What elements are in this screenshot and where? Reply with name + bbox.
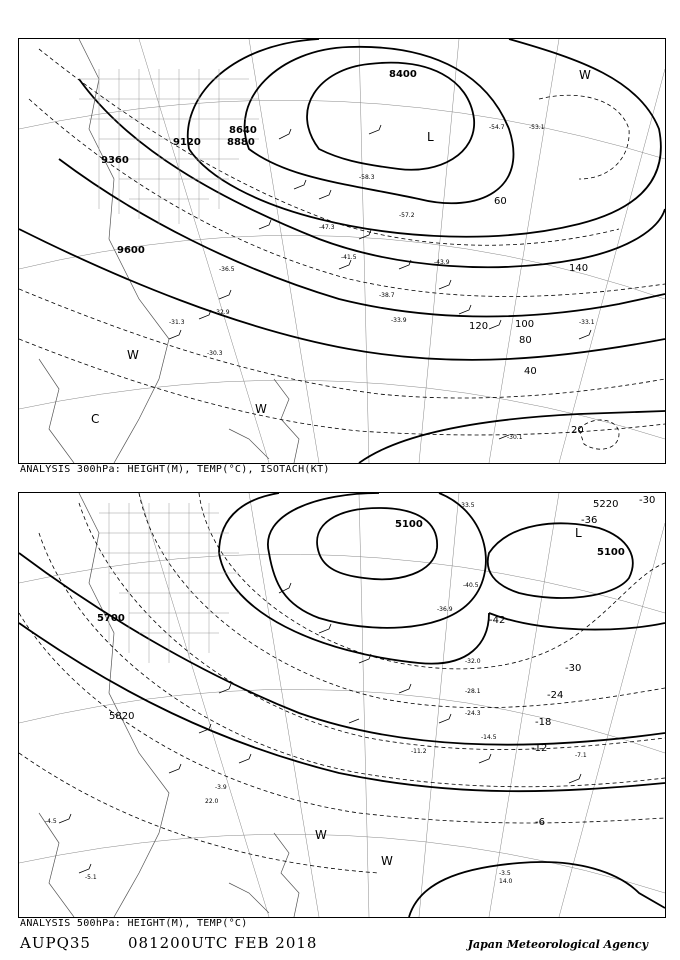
height-label: 8400 [389,69,417,80]
temp-value: 14.0 [499,878,513,885]
temp-value: 22.0 [205,798,219,805]
chart-datetime: 081200UTC FEB 2018 [128,934,318,952]
temp-value: -47.3 [319,224,335,231]
wind-barbs [169,125,591,439]
map-panel-500hpa [18,492,666,918]
isotach-label: 60 [494,196,507,207]
temp-value: -30.3 [207,350,223,357]
temp-value: -4.5 [45,818,57,825]
isotach-label: 20 [571,425,584,436]
height-label-group [101,69,417,256]
temp-value: -7.1 [575,752,587,759]
temp-value: -24.3 [465,710,481,717]
temp-value: -11.2 [411,748,427,755]
height-label: 9360 [101,155,129,166]
agency-credit: Japan Meteorological Agency [467,938,648,951]
temp-value: -43.9 [434,259,450,266]
isotherm-label: -18 [535,717,552,728]
height-label: 5100 [395,519,423,530]
temp-value: -30.1 [507,434,523,441]
temp-value: -33.5 [459,502,475,509]
isotherm-label: -42 [489,615,506,626]
temp-value: -33.1 [579,319,595,326]
temp-value: -28.1 [465,688,481,695]
low-center-marker: L [575,526,582,540]
temp-label-group [489,495,655,828]
height-label: 8640 [229,125,257,136]
isotach-label: 40 [524,366,537,377]
temp-value: -3.5 [499,870,511,877]
map-panel-300hpa [18,38,666,464]
temp-value: -40.5 [463,582,479,589]
temp-value: -32.0 [465,658,481,665]
isotherm-label: -30 [565,663,582,674]
isotach-label: 100 [515,319,535,330]
temp-value: -14.5 [481,734,497,741]
temp-value: -57.2 [399,212,415,219]
isotherm-label: -6 [535,817,545,828]
isotach-label: 120 [469,321,489,332]
temp-hatch [99,503,239,663]
chart-code: AUPQ35 [20,934,91,952]
isotach-label: 140 [569,263,589,274]
graticule [19,493,665,917]
map-500hpa-svg [19,493,665,917]
temp-value: -33.9 [391,317,407,324]
cold-center-marker: C [91,412,100,426]
height-label: 9600 [117,245,145,256]
temp-value: -31.3 [169,319,185,326]
height-label: 5700 [97,613,125,624]
warm-center-marker: W [127,348,139,362]
height-label: 5220 [593,499,619,510]
temp-value: -53.1 [529,124,545,131]
temp-value: -3.9 [215,784,227,791]
temp-value: -32.9 [214,309,230,316]
height-label: 9120 [173,137,201,148]
warm-center-marker: W [579,68,591,82]
height-contours [19,493,665,917]
warm-center-marker: W [255,402,267,416]
isotherm-label: -12 [531,743,548,754]
temp-value: -41.5 [341,254,357,261]
height-label: 5820 [109,711,135,722]
temp-isotherms [19,493,665,873]
coastline [39,39,299,463]
warm-center-marker: W [381,854,393,868]
height-label: 5100 [597,547,625,558]
height-label: 8880 [227,137,255,148]
temp-value: -36.5 [219,266,235,273]
isotach-label: 80 [519,335,532,346]
graticule [19,39,665,463]
map-300hpa-svg [19,39,665,463]
temp-value: -58.3 [359,174,375,181]
isotherm-label: -30 [639,495,656,506]
isotherm-label: -36 [581,515,598,526]
temp-value: -36.9 [437,606,453,613]
caption-500hpa: ANALYSIS 500hPa: HEIGHT(M), TEMP(°C) [20,918,248,929]
temp-value: -5.1 [85,874,97,881]
height-contours [19,39,665,463]
caption-300hpa: ANALYSIS 300hPa: HEIGHT(M), TEMP(°C), ISOTACH(KT) [20,464,330,475]
temp-value: -38.7 [379,292,395,299]
isotach-lines [19,49,665,449]
temp-sample-group [169,124,595,441]
temp-value: -54.7 [489,124,505,131]
isotherm-label: -24 [547,690,564,701]
height-label-group [97,499,625,722]
warm-center-marker: W [315,828,327,842]
low-center-marker: L [427,130,434,144]
